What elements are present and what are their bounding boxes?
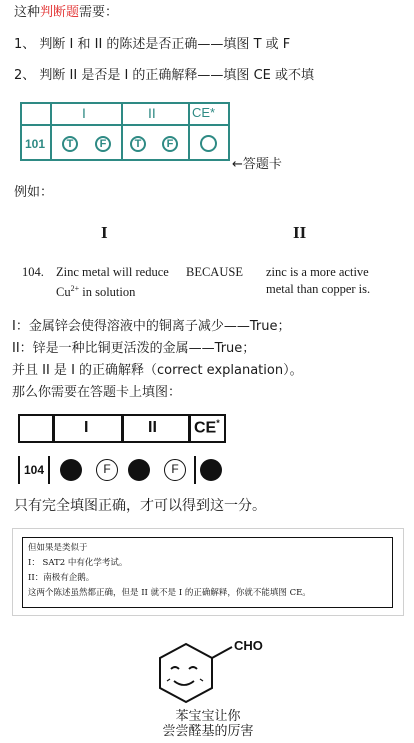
benzene-ring <box>160 644 212 702</box>
sheet2-col-ce <box>194 418 220 437</box>
sheet-col-divider <box>50 102 52 161</box>
sheet2-col-divider <box>188 414 191 443</box>
note-line-4: 这两个陈述虽然都正确，但是 II 就不是 I 的正确解释，你就不能填图 CE。 <box>28 588 311 598</box>
example-stmt-ii-line2: metal than copper is. <box>266 282 371 296</box>
step-2: 2、 判断 II 是否是 I 的正确解释——填图 CE 或不填 <box>14 68 314 83</box>
sheet2-col-ii: II <box>148 419 157 436</box>
sheet-caption: ←答题卡 <box>232 157 282 172</box>
bubble-i-f: F <box>96 459 118 481</box>
example-because: BECAUSE <box>186 265 243 279</box>
example-stmt-i-line2 <box>56 281 135 300</box>
bubble-i-f: F <box>95 136 111 152</box>
copper-ion-charge: 2+ <box>70 284 80 293</box>
explanation-line-1: I：金属锌会使得溶液中的铜离子减少——True； <box>12 319 291 334</box>
aldehyde-bond <box>212 647 232 658</box>
example-label: 例如： <box>14 185 54 200</box>
sheet2-left-border <box>18 414 20 443</box>
left-eye <box>171 667 179 669</box>
sheet-col-ii: II <box>148 105 156 121</box>
note-line-3: II：南极有企鹅。 <box>28 573 95 583</box>
conclusion: 只有完全填图正确，才可以得到这一分。 <box>14 498 266 514</box>
explanation-line-4: 那么你需要在答题卡上填图： <box>12 385 182 400</box>
explanation-line-2: II：锌是一种比铜更活泼的金属——True； <box>12 341 256 356</box>
filled-bubble-ii-t <box>128 459 150 481</box>
explanation-line-3: 并且 II 是 I 的正确解释（correct explanation）。 <box>12 363 303 378</box>
filled-bubble-ce <box>200 459 222 481</box>
bubble-ii-f: F <box>164 459 186 481</box>
bubble-ce <box>200 135 217 152</box>
right-eye <box>189 667 197 669</box>
note-line-1: 但如果是类似于 <box>28 543 88 553</box>
blush-left <box>167 679 170 681</box>
sheet2-col-ce-mark: * <box>216 418 220 428</box>
example-head-i: I <box>101 223 108 242</box>
sheet2-row-bar <box>48 456 50 484</box>
bubble-ii-f: F <box>162 136 178 152</box>
sheet-col-ce: CE* <box>192 105 216 120</box>
answer-sheet-filled <box>18 414 228 490</box>
sheet2-row-bar <box>194 456 196 484</box>
answer-sheet-sample <box>20 102 230 162</box>
bubble-ii-t: T <box>130 136 146 152</box>
intro-suffix: 需要： <box>79 5 119 20</box>
example-stmt-i-line1: Zinc metal will reduce <box>56 265 169 279</box>
step-1: 1、 判断 I 和 II 的陈述是否正确——填图 T 或 F <box>14 37 291 52</box>
example-head-ii: II <box>293 223 307 242</box>
filled-bubble-i-t <box>60 459 82 481</box>
sheet2-row-number: 104 <box>24 463 45 477</box>
sheet2-col-i: I <box>84 419 89 436</box>
meme-caption-line-2: 尝尝醛基的厉害 <box>162 724 254 739</box>
copper-ion: Cu <box>56 285 71 300</box>
bubble-i-t: T <box>62 136 78 152</box>
sheet-col-i: I <box>82 105 86 121</box>
intro-title <box>14 4 118 22</box>
aldehyde-label: CHO <box>234 638 263 653</box>
sheet2-col-divider <box>121 414 124 443</box>
intro-prefix: 这种 <box>14 5 41 20</box>
sheet-row-number: 101 <box>25 137 46 151</box>
smile <box>174 681 194 685</box>
sheet-col-divider <box>188 102 190 161</box>
example-number: 104. <box>22 265 44 279</box>
sheet-col-divider <box>121 102 123 161</box>
sheet2-right-border <box>224 414 226 443</box>
note-line-2: I： SAT2 中有化学考试。 <box>28 558 128 568</box>
sheet2-col-divider <box>52 414 55 443</box>
blush-right <box>200 679 203 681</box>
sheet2-row-bar <box>18 456 20 484</box>
sheet2-col-ce-label: CE <box>194 419 217 437</box>
example-stmt-ii-line1: zinc is a more active <box>266 265 369 279</box>
meme-caption-line-1: 苯宝宝让你 <box>175 709 241 724</box>
intro-highlight: 判断题 <box>40 5 80 20</box>
in-solution: in solution <box>82 285 136 300</box>
